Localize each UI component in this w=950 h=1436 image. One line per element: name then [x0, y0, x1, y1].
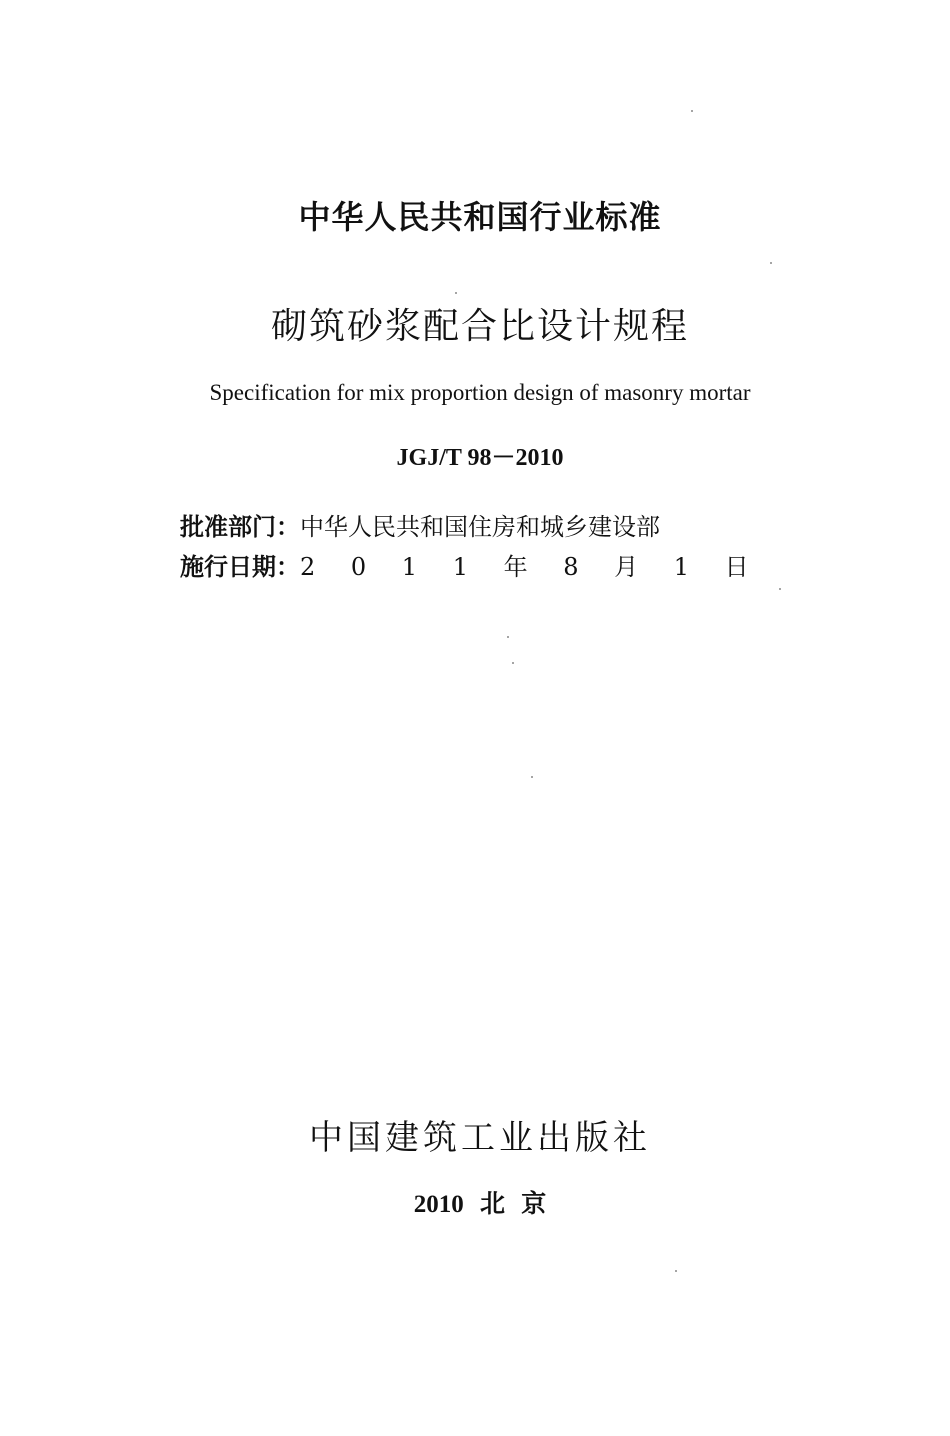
effective-date-row: [180, 547, 763, 582]
effective-date-label: 施行日期：: [180, 553, 300, 581]
scan-speck: [507, 636, 509, 638]
standard-category: 中华人民共和国行业标准: [298, 198, 662, 236]
standard-code: JGJ/T 98－2010: [396, 445, 564, 471]
scan-speck: [512, 662, 514, 664]
approval-row: [180, 507, 660, 542]
scan-speck: [770, 262, 772, 264]
scan-speck: [675, 1270, 677, 1272]
document-title-en: Specification for mix proportion design of masonry mortar: [209, 380, 751, 405]
approval-authority: 中华人民共和国住房和城乡建设部: [300, 513, 660, 541]
scan-speck: [531, 776, 533, 778]
effective-date-value: 2 0 1 1 年 8 月 1 日: [300, 553, 763, 581]
scan-speck: [779, 588, 781, 590]
scan-speck: [691, 110, 693, 112]
document-title-cn: 砌筑砂浆配合比设计规程: [270, 306, 689, 347]
approval-label: 批准部门：: [180, 513, 300, 541]
publisher-name: 中国建筑工业出版社: [309, 1118, 651, 1158]
publication-place: 2010 北 京: [413, 1191, 547, 1218]
scan-speck: [455, 292, 457, 294]
